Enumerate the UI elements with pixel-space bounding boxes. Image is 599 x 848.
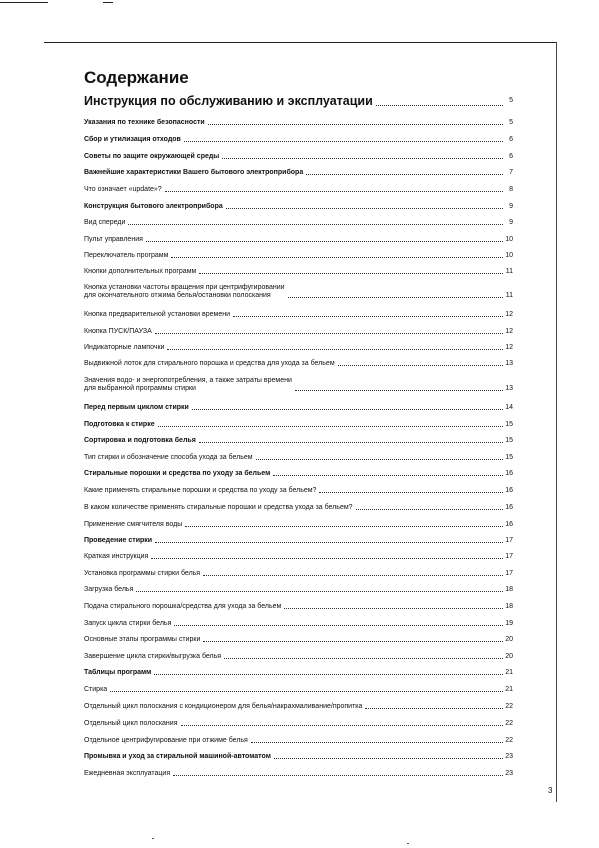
toc-entry-title [84,454,253,462]
toc-entry-title [84,268,196,276]
toc-entry-page: 14 [505,404,513,411]
dot-leader [356,508,503,510]
toc-entry-page: 16 [505,487,513,494]
toc-entry [84,344,513,352]
toc-entry-line: В каком количестве применять стиральные порошки и средства ухода за бельем? [84,504,353,511]
toc-entry-page: 18 [505,586,513,593]
toc-entry-line: Советы по защите окружающей среды [84,153,220,160]
toc-entry-title [84,311,230,319]
dot-leader [184,140,503,142]
dot-leader [319,491,503,493]
toc-entry [84,669,513,677]
toc-entry [84,252,513,260]
toc-entry-title [84,236,143,244]
toc-entry [84,703,513,711]
toc-entry-title [84,636,200,644]
dot-leader [171,256,503,258]
toc-entry-title [84,553,148,561]
toc-entry-line: Что означает «update»? [84,186,162,193]
toc-entry-line: Завершение цикла стирки/выгрузка белья [84,653,222,660]
header-rule [44,42,557,43]
toc-entry-line: Установка программы стирки белья [84,570,201,577]
toc-entry [84,284,513,300]
toc-entry [84,603,513,611]
toc-entry [84,377,513,393]
toc-entry-line: Сортировка и подготовка белья [84,437,196,444]
dot-leader [365,707,503,709]
toc-entry-line: Вид спереди [84,219,126,226]
dot-leader [295,389,503,391]
toc-entry-line: Промывка и уход за стиральной машиной-автоматом [84,753,271,760]
toc-entry-line: Указания по технике безопасности [84,119,205,126]
toc-entry-page: 15 [505,454,513,461]
toc-entry-line: Индикаторные лампочки [84,344,165,351]
toc-entry-line: Ежедневная эксплуатация [84,770,171,777]
toc-entry-page: 6 [509,136,513,143]
toc-entry-title [84,703,362,711]
toc-entry-page: 21 [505,669,513,676]
toc-entry [84,753,513,761]
toc-entry-page: 11 [505,292,513,299]
dot-leader [338,364,503,366]
toc-entry-line: Кнопка установки частоты вращения при центрифугировании [84,284,285,291]
dot-leader [192,408,503,410]
dot-leader [233,315,503,317]
scan-speck [407,843,409,844]
toc-entry-title [84,653,221,661]
toc-entry-title [84,487,316,495]
toc-entry-line: Стиральные порошки и средства по уходу за бельем [84,470,271,477]
toc-entry-line: Кнопки дополнительных программ [84,268,197,275]
toc-entry [84,437,513,445]
toc-entry [84,421,513,429]
toc-entry-line: Выдвижной лоток для стирального порошка и средства для ухода за бельем [84,360,335,367]
toc-entry-line: Проведение стирки [84,537,153,544]
toc-entry-line: Подготовка к стирке [84,421,155,428]
toc-entry [84,236,513,244]
toc-entry-title [84,537,152,545]
toc-entry-line: Загрузка белья [84,586,134,593]
toc-entry [84,169,513,177]
toc-entry-title [84,437,196,445]
toc-entry-title [84,737,248,745]
dot-leader [174,624,503,626]
dot-leader [226,207,503,209]
dot-leader [199,272,503,274]
dot-leader [224,657,503,659]
toc-entry [84,454,513,462]
dot-leader [155,541,503,543]
toc-entry [84,521,513,529]
toc-entry-page: 19 [505,620,513,627]
toc-entry-page: 20 [505,653,513,660]
toc-entry-page: 5 [509,119,513,126]
dot-leader [173,774,503,776]
toc-entry-line: Краткая инструкция [84,553,149,560]
toc-entry [84,470,513,478]
toc-entry-page: 5 [509,97,513,104]
toc-entry-line: Отдельный цикл полоскания с кондиционером для белья/накрахмаливание/пропитка [84,703,363,710]
top-scan-line-left [0,2,48,3]
toc-entry-line: для выбранной программы стирки [84,385,196,392]
toc-entry-page: 15 [505,421,513,428]
toc-entry-page: 6 [509,153,513,160]
toc-entry [84,553,513,561]
dot-leader [376,104,503,106]
toc-entry-title [84,284,285,300]
toc-entry-page: 16 [505,521,513,528]
toc-entry-line: Переключатель программ [84,252,169,259]
toc-entry [84,404,513,412]
toc-entry [84,686,513,694]
toc-entry-page: 23 [505,770,513,777]
toc-entry [84,119,513,127]
dot-leader [208,123,503,125]
toc-entry-page: 22 [505,737,513,744]
dot-leader [203,640,503,642]
toc-entry [84,360,513,368]
dot-leader [306,173,503,175]
toc-entry-line: для окончательного отжима белья/остановки полоскания [84,292,271,299]
toc-entry-line: Отдельное центрифугирование при отжиме белья [84,737,248,744]
toc-entry [84,94,513,108]
toc-entry [84,636,513,644]
toc-entry-title [84,377,292,393]
dot-leader [158,425,503,427]
dot-leader [256,458,503,460]
toc-entry-page: 22 [505,720,513,727]
toc-entry [84,219,513,227]
toc-entry-title [84,169,303,177]
dot-leader [155,332,503,334]
dot-leader [199,441,503,443]
toc-entry-line: Перед первым циклом стирки [84,404,189,411]
toc-entry-title [84,328,152,336]
toc-entry-title [84,404,189,412]
dot-leader [151,557,503,559]
toc-entry [84,504,513,512]
toc-entry-line: Отдельный цикл полоскания [84,720,178,727]
toc-entry [84,653,513,661]
toc-entry-page: 13 [505,360,513,367]
toc-entry [84,328,513,336]
toc-entry-line: Инструкция по обслуживанию и эксплуатации [84,94,373,108]
toc-entry-page: 23 [505,753,513,760]
toc-entry-page: 18 [505,603,513,610]
toc-entry-title [84,470,270,478]
toc-entry-line: Какие применять стиральные порошки и средства по уходу за бельем? [84,487,317,494]
toc-entry-title [84,421,155,429]
toc-entry-title [84,94,373,108]
toc-entry [84,136,513,144]
toc-entry-line: Применение смягчителя воды [84,521,183,528]
toc-entry-line: Запуск цикла стирки белья [84,620,172,627]
right-edge-line [556,42,557,802]
dot-leader [181,724,504,726]
toc-entry-line: Конструкция бытового электроприбора [84,203,223,210]
toc-entry-line: Кнопка ПУСК/ПАУЗА [84,328,152,335]
toc-entry-line: Пульт управления [84,236,143,243]
toc-entry-title [84,344,164,352]
toc-entry-line: Таблицы программ [84,669,152,676]
toc-entry [84,537,513,545]
dot-leader [288,296,503,298]
toc-entry-page: 15 [505,437,513,444]
dot-leader [185,525,503,527]
toc-entry-title [84,119,205,127]
toc-entry-title [84,770,170,778]
toc-entry-line: Значения водо- и энергопотребления, а также затраты времени [84,377,292,384]
toc-entry [84,186,513,194]
dot-leader [136,590,503,592]
toc-entry-title [84,360,335,368]
toc-entry-title [84,753,271,761]
toc-entry-page: 17 [505,570,513,577]
toc-entry [84,720,513,728]
toc-entry-page: 16 [505,504,513,511]
toc-entry-title [84,504,353,512]
toc-entry-line: Основные этапы программы стирки [84,636,201,643]
toc-entry-title [84,586,133,594]
dot-leader [222,157,503,159]
toc-entry-page: 20 [505,636,513,643]
toc-entry-page: 10 [505,236,513,243]
toc-entry [84,268,513,276]
toc-entry-page: 12 [505,328,513,335]
toc-entry-line: Подача стирального порошка/средства для ухода за бельем [84,603,282,610]
toc-entry-page: 17 [505,537,513,544]
toc-entry [84,311,513,319]
toc-entry-page: 9 [509,203,513,210]
toc-entry-page: 17 [505,553,513,560]
toc-entry-page: 21 [505,686,513,693]
dot-leader [251,741,503,743]
toc-entry-page: 11 [505,268,513,275]
toc-entry [84,737,513,745]
toc-entry-title [84,521,182,529]
toc-entry-title [84,570,200,578]
toc-entry-line: Тип стирки и обозначение способа ухода за бельем [84,454,253,461]
dot-leader [167,348,503,350]
toc-entry-page: 22 [505,703,513,710]
toc-entry [84,203,513,211]
toc-entry [84,487,513,495]
toc-entry-title [84,252,168,260]
dot-leader [110,690,503,692]
top-scan-line-short [103,2,113,3]
toc-entry [84,620,513,628]
toc-entry-title [84,603,281,611]
toc-entry-line: Сбор и утилизация отходов [84,136,181,143]
toc-entry-title [84,186,162,194]
toc-entry-title [84,136,181,144]
toc-entry-page: 16 [505,470,513,477]
page-title: Содержание [84,68,189,87]
toc-entry-title [84,669,151,677]
dot-leader [284,607,503,609]
toc-entry-page: 13 [505,385,513,392]
dot-leader [154,673,503,675]
toc-entry-page: 8 [509,186,513,193]
toc-entry-title [84,153,219,161]
dot-leader [146,240,503,242]
dot-leader [273,474,503,476]
scan-speck [152,838,154,839]
page-number: 3 [548,786,553,795]
toc-entry [84,586,513,594]
dot-leader [165,190,503,192]
toc-entry-page: 12 [505,311,513,318]
dot-leader [128,223,503,225]
toc-entry-line: Кнопка предварительной установки времени [84,311,230,318]
toc-entry-page: 7 [509,169,513,176]
dot-leader [203,574,503,576]
toc-entry-page: 9 [509,219,513,226]
dot-leader [274,757,503,759]
toc-entry-page: 12 [505,344,513,351]
toc-entry-title [84,219,125,227]
toc-entry-title [84,720,178,728]
toc-entry [84,570,513,578]
toc-entry-page: 10 [505,252,513,259]
toc-entry-line: Стирка [84,686,108,693]
toc-entry-title [84,686,107,694]
toc-entry-line: Важнейшие характеристики Вашего бытового электроприбора [84,169,304,176]
toc-entry-title [84,620,171,628]
toc-entry [84,153,513,161]
toc-entry-title [84,203,223,211]
toc-entry [84,770,513,778]
